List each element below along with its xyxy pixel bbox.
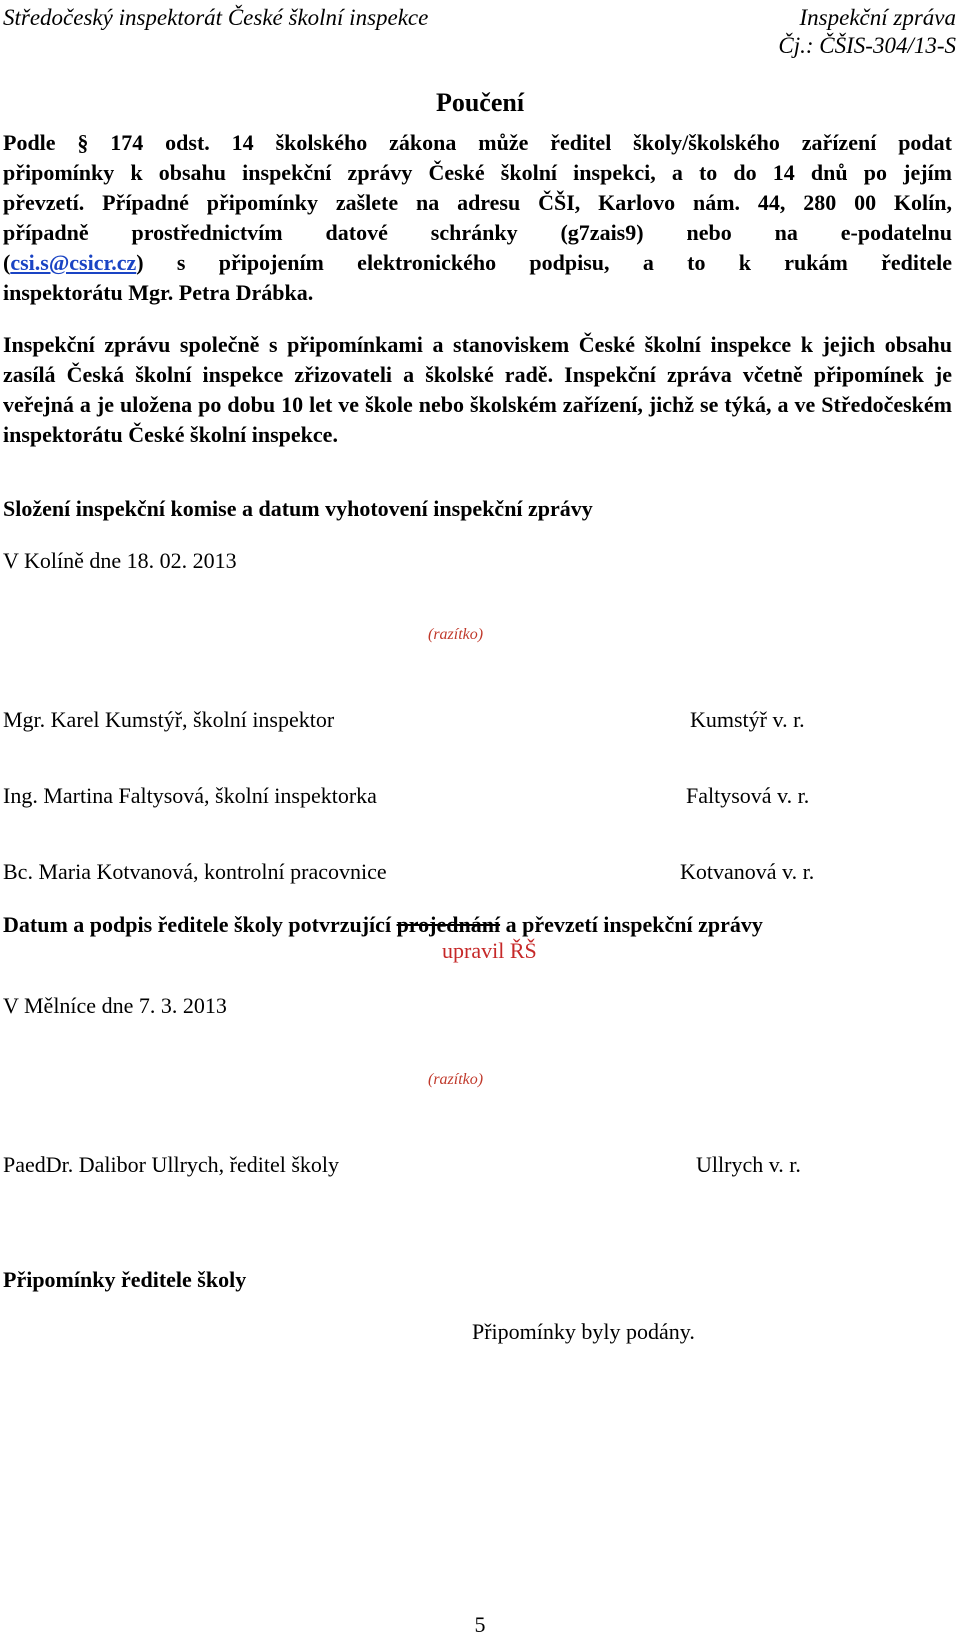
instruction-line-3: převzetí. Případné připomínky zašlete na adresu ČŠI, Karlovo nám. 44, 280 00 Kolín, (3, 190, 952, 215)
signatory-name-1: Mgr. Karel Kumstýř, školní inspektor (3, 707, 335, 732)
director-confirmation-heading (3, 912, 763, 938)
director-comments-text: Připomínky byly podány. (472, 1319, 695, 1344)
director-signature: Ullrych v. r. (696, 1152, 801, 1177)
director-place-date: V Mělníce dne 7. 3. 2013 (3, 993, 227, 1018)
signatory-signature-1: Kumstýř v. r. (690, 707, 805, 732)
distribution-paragraph: Inspekční zprávu společně s připomínkami a stanoviskem České školní inspekce k jejich obsahu zasílá Česká školní inspekce zřizovateli a školské radě. Inspekční zpráva včetně připomínek je veřejná a je uložena po dobu 10 let ve škole nebo školském zařízení, jichž se týká, a ve Středočeském inspektorátu České školní inspekce. (3, 332, 952, 447)
commission-stamp: (razítko) (428, 626, 484, 643)
instruction-line-2: připomínky k obsahu inspekční zprávy České školní inspekci, a to do 14 dnů po jejím (3, 160, 952, 185)
signatory-name-3: Bc. Maria Kotvanová, kontrolní pracovnice (3, 859, 387, 884)
header-report-info (778, 4, 956, 60)
page-title: Poučení (435, 88, 525, 117)
instruction-line-4: případně prostřednictvím datové schránky (g7zais9) nebo na e-podatelnu (3, 220, 952, 245)
instruction-line-1: Podle § 174 odst. 14 školského zákona může ředitel školy/školského zařízení podat (3, 130, 952, 155)
header-inspectorate: Středočeský inspektorát České školní inspekce (3, 5, 429, 30)
commission-heading: Složení inspekční komise a datum vyhotovení inspekční zprávy (3, 496, 593, 521)
director-heading-part1: Datum a podpis ředitele školy potvrzující (3, 912, 397, 937)
header-reference-number: Čj.: ČŠIS-304/13-S (778, 33, 956, 58)
signatory-signature-3: Kotvanová v. r. (680, 859, 815, 884)
commission-place-date: V Kolíně dne 18. 02. 2013 (3, 548, 237, 573)
signatory-name-2: Ing. Martina Faltysová, školní inspektorka (3, 783, 377, 808)
email-paren: ( (3, 250, 11, 275)
email-line-rest: ) s připojením elektronického podpisu, a to k rukám ředitele (136, 250, 952, 275)
header-report-title: Inspekční zpráva (799, 5, 956, 30)
instruction-line-5 (3, 248, 952, 278)
correction-note: upravil ŘŠ (442, 938, 537, 963)
instruction-line-6: inspektorátu Mgr. Petra Drábka. (3, 280, 314, 305)
director-stamp: (razítko) (428, 1071, 484, 1088)
page-number: 5 (474, 1612, 486, 1637)
signatory-signature-2: Faltysová v. r. (686, 783, 810, 808)
director-comments-heading: Připomínky ředitele školy (3, 1267, 247, 1292)
director-heading-part2: a převzetí inspekční zprávy (500, 912, 763, 937)
email-link[interactable]: csi.s@csicr.cz (10, 250, 137, 275)
instruction-paragraph (3, 128, 952, 308)
director-name: PaedDr. Dalibor Ullrych, ředitel školy (3, 1152, 340, 1177)
director-heading-struck: projednání (396, 912, 501, 937)
